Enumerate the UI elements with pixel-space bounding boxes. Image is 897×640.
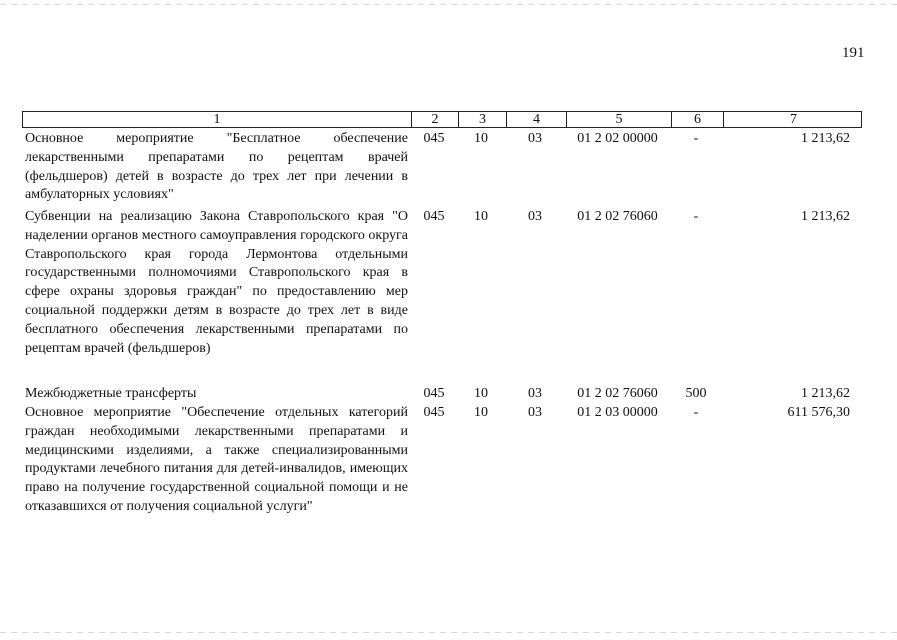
header-col-6: 6 bbox=[671, 112, 723, 127]
row-expense-type: - bbox=[693, 209, 699, 224]
page-number: 191 bbox=[842, 45, 865, 61]
scan-edge-top bbox=[0, 4, 897, 5]
row-description: Межбюджетные трансферты bbox=[25, 386, 197, 401]
row-target-item: 01 2 02 00000 bbox=[577, 131, 658, 146]
row-section: 10 bbox=[474, 209, 488, 224]
row-expense-type: 500 bbox=[685, 386, 707, 401]
row-subsection: 03 bbox=[528, 405, 542, 420]
row-subsection: 03 bbox=[528, 386, 542, 401]
scan-edge-bottom bbox=[0, 632, 897, 633]
row-target-item: 01 2 02 76060 bbox=[577, 386, 658, 401]
row-section: 10 bbox=[474, 405, 488, 420]
row-description: Основное мероприятие "Бесплатное обеспечение лекарственными препаратами по рецептам врачей (фельдшеров) детей в возрасте до трех лет при лечении в амбулаторных условиях" bbox=[25, 131, 408, 203]
row-subsection: 03 bbox=[528, 209, 542, 224]
row-target-item: 01 2 03 00000 bbox=[577, 405, 658, 420]
row-code-admin: 045 bbox=[423, 209, 445, 224]
header-col-2: 2 bbox=[411, 112, 458, 127]
row-expense-type: - bbox=[693, 405, 699, 420]
row-code-admin: 045 bbox=[423, 405, 445, 420]
row-description: Субвенции на реализацию Закона Ставропольского края "О наделении органов местного самоуправления городского округа Ставропольского края города Лермонтова отдельными государственными полномочиями Ставропольского края в сфере охраны здоровья граждан" по предоставлению мер социальной поддержки детям в возрасте до трех лет в виде бесплатного обеспечения лекарственными препаратами по рецептам врачей (фельдшеров) bbox=[25, 209, 408, 356]
row-description: Основное мероприятие "Обеспечение отдельных категорий граждан необходимыми лекарственными препаратами и медицинскими изделиями, а также специализированными продуктами лечебного питания для детей-инвалидов, имеющих право на получение государственной социальной помощи и не отказавшихся от получения социальной услуги" bbox=[25, 405, 408, 514]
row-subsection: 03 bbox=[528, 131, 542, 146]
header-col-3: 3 bbox=[458, 112, 506, 127]
header-col-7: 7 bbox=[723, 112, 863, 127]
row-code-admin: 045 bbox=[423, 131, 445, 146]
row-expense-type: - bbox=[693, 131, 699, 146]
table-header bbox=[22, 111, 862, 128]
row-amount: 1 213,62 bbox=[801, 131, 850, 146]
row-amount: 1 213,62 bbox=[801, 209, 850, 224]
row-amount: 611 576,30 bbox=[787, 405, 850, 420]
row-code-admin: 045 bbox=[423, 386, 445, 401]
row-section: 10 bbox=[474, 131, 488, 146]
row-target-item: 01 2 02 76060 bbox=[577, 209, 658, 224]
header-col-5: 5 bbox=[566, 112, 671, 127]
row-amount: 1 213,62 bbox=[801, 386, 850, 401]
row-section: 10 bbox=[474, 386, 488, 401]
header-col-4: 4 bbox=[506, 112, 566, 127]
header-col-1: 1 bbox=[213, 112, 221, 127]
